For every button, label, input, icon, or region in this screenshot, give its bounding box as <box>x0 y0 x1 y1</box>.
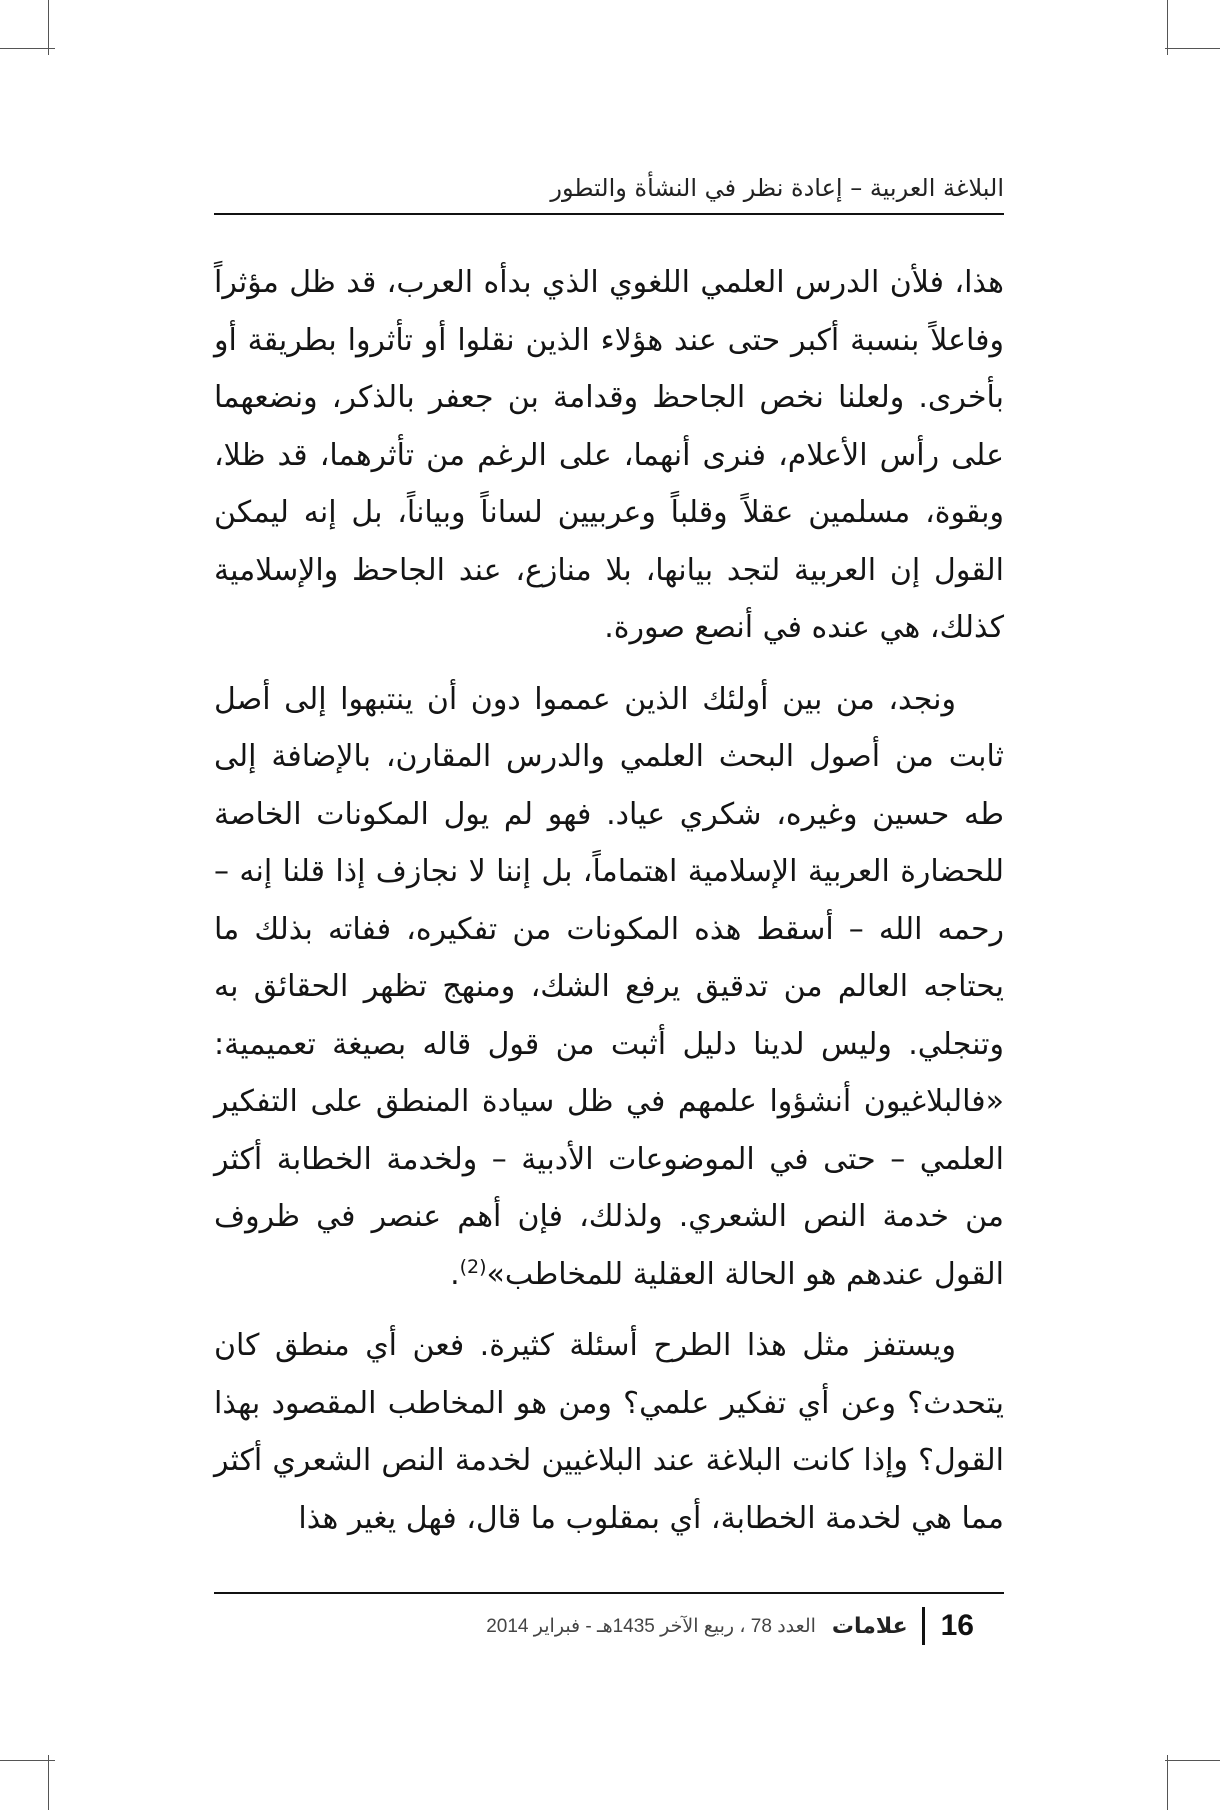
paragraph-3: ويستفز مثل هذا الطرح أسئلة كثيرة. فعن أي منطق كان يتحدث؟ وعن أي تفكير علمي؟ ومن هو المخاطب المقصود بهذا القول؟ وإذا كانت البلاغة عند البلاغيين لخدمة النص الشعري أكثر مما هي لخدمة الخطابة، أي بمقلوب ما قال، فهل يغير هذا <box>214 1328 1004 1536</box>
header-rule <box>214 213 1004 215</box>
footnote-reference[interactable]: (2) <box>459 1255 487 1278</box>
running-header <box>214 168 1004 214</box>
running-title: البلاغة العربية – إعادة نظر في النشأة والتطور <box>550 174 1004 202</box>
paragraph-2 <box>214 671 1004 1304</box>
crop-mark <box>1167 0 1168 55</box>
issue-info: العدد 78 ، ربيع الآخر 1435هـ - فبراير 2014 <box>486 1615 816 1637</box>
crop-mark <box>0 1760 55 1761</box>
footer-rule <box>214 1592 1004 1594</box>
crop-mark <box>1165 48 1220 49</box>
crop-mark <box>1167 1755 1168 1810</box>
footer-divider <box>922 1607 925 1645</box>
paragraph-1: هذا، فلأن الدرس العلمي اللغوي الذي بدأه العرب، قد ظل مؤثراً وفاعلاً بنسبة أكبر حتى عند هؤلاء الذين نقلوا أو تأثروا بطريقة أو بأخرى. ولعلنا نخص الجاحظ وقدامة بن جعفر بالذكر، ونضعهما على رأس الأعلام، فنرى أنهما، على الرغم من تأثرهما، قد ظلا، وبقوة، مسلمين عقلاً وقلباً وعربيين لساناً وبياناً، بل إنه ليمكن القول إن العربية لتجد بيانها، بلا منازع، عند الجاحظ والإسلامية كذلك، هي عنده في أنصع صورة. <box>214 265 1004 645</box>
crop-mark <box>1165 1760 1220 1761</box>
page-number: 16 <box>940 1609 974 1642</box>
crop-mark <box>48 0 49 55</box>
crop-mark <box>48 1755 49 1810</box>
page-footer <box>214 1598 1004 1654</box>
crop-mark <box>0 48 55 49</box>
page-body <box>214 254 1004 1547</box>
journal-logo: علامات <box>831 1613 908 1639</box>
paragraph-2-text: ونجد، من بين أولئك الذين عمموا دون أن ينتبهوا إلى أصل ثابت من أصول البحث العلمي والدرس المقارن، بالإضافة إلى طه حسين وغيره، شكري عياد. فهو لم يول المكونات الخاصة للحضارة العربية الإسلامية اهتماماً، بل إننا لا نجازف إذا قلنا إنه – رحمه الله – أسقط هذه المكونات من تفكيره، ففاته بذلك ما يحتاجه العالم من تدقيق يرفع الشك، ومنهج تظهر الحقائق به وتنجلي. وليس لدينا دليل أثبت من قول قاله بصيغة تعميمية: «فالبلاغيون أنشؤوا علمهم في ظل سيادة المنطق على التفكير العلمي – حتى في الموضوعات الأدبية – ولخدمة الخطابة أكثر من خدمة النص الشعري. ولذلك، فإن أهم عنصر في ظروف القول عندهم هو الحالة العقلية للمخاطب» <box>214 681 1004 1292</box>
paragraph-2-end: . <box>450 1256 460 1292</box>
